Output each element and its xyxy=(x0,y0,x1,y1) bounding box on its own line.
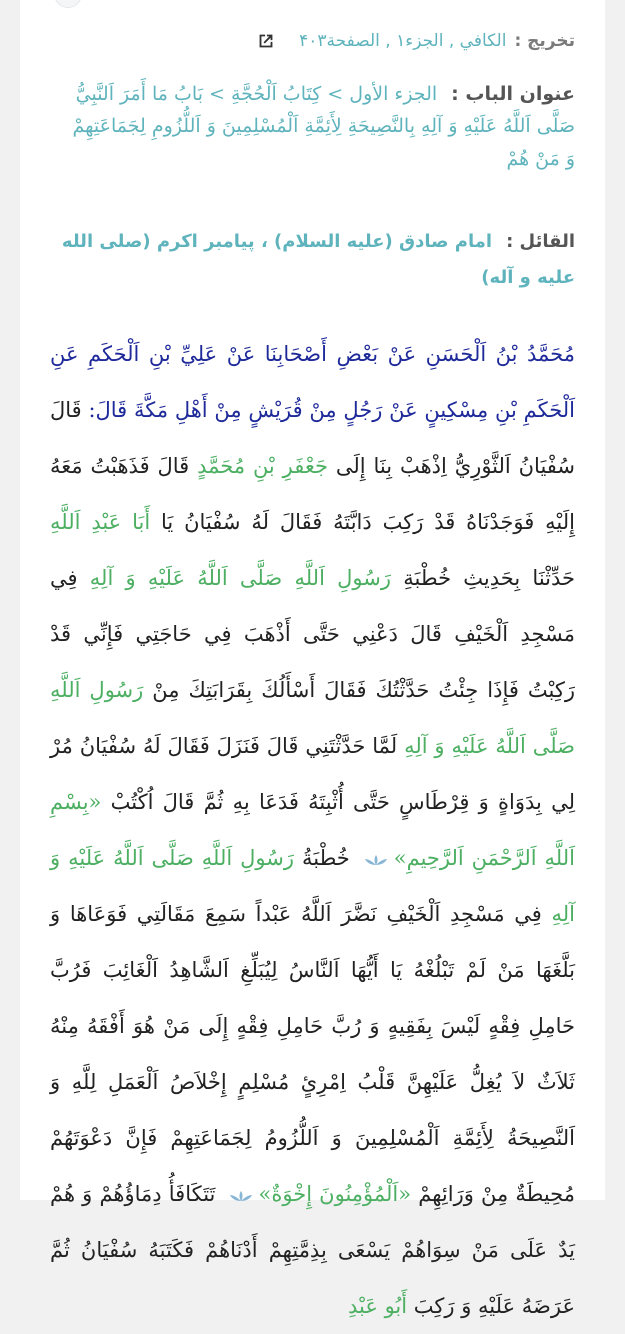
hadith-text-segment: حَدِّثْنَا بِحَدِيثِ خُطْبَةِ xyxy=(391,566,576,590)
hadith-text-segment: فِي مَسْجِدِ اَلْخَيْفِ نَضَّرَ اَللَّهُ عَبْداً سَمِعَ مَقَالَتِي فَوَعَاهَا وَ بَلَّغَهَا مَنْ لَمْ تَبْلُغْهُ يَا أَيُّهَا اَلنَّاسُ لِيُبَلِّغِ اَلشَّاهِدُ اَلْغَائِبَ فَرُبَّ حَامِلِ فِقْهٍ لَيْسَ بِفَقِيهٍ وَ رُبَّ حَامِلِ فِقْهٍ إِلَى مَنْ هُوَ أَفْقَهُ مِنْهُ ثَلاَثٌ لاَ يُغِلُّ عَلَيْهِنَّ قَلْبُ اِمْرِئٍ مُسْلِمٍ إِخْلاَصُ اَلْعَمَلِ لِلَّهِ وَ اَلنَّصِيحَةُ لِأَئِمَّةِ اَلْمُسْلِمِينَ وَ اَللُّزُومُ لِجَمَاعَتِهِمْ فَإِنَّ دَعْوَتَهُمْ مُحِيطَةٌ مِنْ وَرَائِهِمْ xyxy=(50,902,575,1206)
hadith-text-segment: قَالَ سُفْيَانُ اَلثَّوْرِيُّ اِذْهَبْ بِنَا إِلَى xyxy=(50,398,576,478)
hadith-text-segment: فِي مَسْجِدِ اَلْخَيْفِ قَالَ دَعْنِي حَتَّى أَذْهَبَ فِي حَاجَتِي فَإِنِّي قَدْ رَكِبْتُ فَإِذَا جِئْتُ حَدَّثْتُكَ فَقَالَ أَسْأَلُكَ بِقَرَابَتِكَ مِنْ xyxy=(50,566,575,702)
hadith-text-segment: خُطْبَةُ xyxy=(294,846,358,870)
hadith-text-segment: تَتَكَافَأُ دِمَاؤُهُمْ وَ هُمْ يَدٌ عَلَى مَنْ سِوَاهُمْ يَسْعَى بِذِمَّتِهِمْ أَدْنَاهُمْ فَكَتَبَهُ سُفْيَانُ ثُمَّ عَرَضَهُ عَلَيْهِ وَ رَكِبَ xyxy=(50,1182,575,1318)
hadith-name-link[interactable]: أَبَا عَبْدِ اَللَّهِ xyxy=(50,510,151,534)
hadith-text-segment: قَالَ فَذَهَبْتُ مَعَهُ إِلَيْهِ فَوَجَدْنَاهُ قَدْ رَكِبَ دَابَّتَهُ فَقَالَ لَهُ سُفْيَانُ يَا xyxy=(50,454,575,534)
speaker-label: القائل : xyxy=(506,231,575,252)
hadith-name-link[interactable]: رَسُولِ اَللَّهِ صَلَّى اَللَّهُ عَلَيْهِ وَ آلِهِ xyxy=(50,678,575,758)
takhrij-label: تخریج : xyxy=(514,31,575,51)
hadith-isnad: مُحَمَّدُ بْنُ اَلْحَسَنِ عَنْ بَعْضِ أَصْحَابِنَا عَنْ عَلِيِّ بْنِ اَلْحَكَمِ عَنِ اَلْحَكَمِ بْنِ مِسْكِينٍ عَنْ رَجُلٍ مِنْ قُرَيْشٍ مِنْ أَهْلِ مَكَّةَ قَالَ: xyxy=(50,342,575,422)
lotus-icon[interactable] xyxy=(227,1189,255,1203)
bab-breadcrumb-link[interactable]: الجزء الأول > كِتَابُ اَلْحُجَّةِ > بَابُ مَا أَمَرَ اَلنَّبِيُّ صَلَّى اَللَّهُ عَلَيْهِ وَ آلِهِ بِالنَّصِيحَةِ لِأَئِمَّةِ اَلْمُسْلِمِينَ وَ اَللُّزُومِ لِجَمَاعَتِهِمْ وَ مَنْ هُمْ xyxy=(72,83,575,170)
speaker-row xyxy=(50,224,575,296)
hadith-name-link[interactable]: رَسُولِ اَللَّهِ صَلَّى اَللَّهُ عَلَيْهِ وَ آلِهِ xyxy=(89,566,391,590)
hadith-text-segment: لَمَّا حَدَّثْتَنِي قَالَ فَنَزَلَ فَقَالَ لَهُ سُفْيَانُ مُرْ لِي بِدَوَاةٍ وَ قِرْطَاسٍ حَتَّى أُثْبِتَهُ فَدَعَا بِهِ ثُمَّ قَالَ اُكْتُبْ xyxy=(50,734,575,814)
speaker-value[interactable]: امام صادق (علیه السلام) ، پیامبر اکرم (صلی الله علیه و آله) xyxy=(61,231,575,288)
takhrij-row xyxy=(255,30,575,52)
lotus-icon[interactable] xyxy=(362,853,390,867)
takhrij-source-link[interactable]: الکافي , الجزء۱ , الصفحة۴۰۳ xyxy=(299,31,507,51)
hadith-card xyxy=(20,0,605,1318)
basmala-link[interactable]: «بِسْمِ اَللَّهِ اَلرَّحْمَنِ اَلرَّحِيمِ» xyxy=(50,790,575,870)
bab-title-row xyxy=(68,78,575,175)
quran-verse-link[interactable]: «اَلْمُؤْمِنُونَ إِخْوَةٌ» xyxy=(258,1182,412,1206)
circle-button[interactable] xyxy=(54,0,82,8)
external-link-icon[interactable] xyxy=(255,30,277,52)
hadith-name-link[interactable]: رَسُولِ اَللَّهِ صَلَّى اَللَّهُ عَلَيْهِ وَ آلِهِ xyxy=(50,846,575,926)
hadith-text xyxy=(50,326,575,1334)
hadith-name-link[interactable]: أَبُو عَبْدِ xyxy=(348,1294,408,1318)
bab-label: عنوان الباب : xyxy=(451,83,575,105)
hadith-name-link[interactable]: جَعْفَرِ بْنِ مُحَمَّدٍ xyxy=(197,454,328,478)
